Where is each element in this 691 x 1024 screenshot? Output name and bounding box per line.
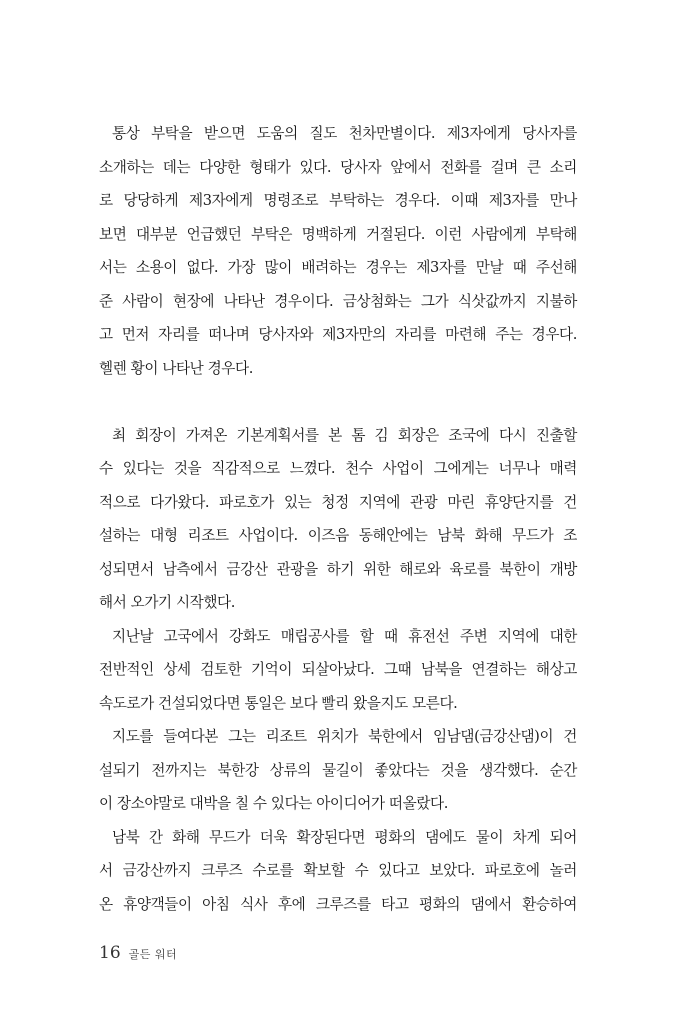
text-line: 최 회장이 가져온 기본계획서를 본 톰 김 회장은 조국에 다시 진출할 [112,426,577,444]
text-line: 속도로가 건설되었다면 통일은 보다 빨리 왔을지도 모른다. [99,694,458,712]
paragraph-3 [99,620,577,721]
text-line: 보면 대부분 언급했던 부탁은 명백하게 거절된다. 이런 사람에게 부탁해 [99,225,577,243]
text-line: 적으로 다가왔다. 파로호가 있는 청정 지역에 관광 마린 휴양단지를 건 [99,493,577,511]
text-line: 설하는 대형 리조트 사업이다. 이즈음 동해안에는 남북 화해 무드가 조 [99,527,577,544]
text-line: 통상 부탁을 받으면 도움의 질도 천차만별이다. 제3자에게 당사자를 [112,125,577,142]
text-line: 성되면서 남측에서 금강산 관광을 하기 위한 해로와 육로를 북한이 개방 [99,560,577,578]
paragraph-5 [99,821,577,922]
text-line: 서 금강산까지 크루즈 수로를 확보할 수 있다고 보았다. 파로호에 놀러 [99,862,577,879]
section-break [99,385,577,419]
text-line: 설되기 전까지는 북한강 상류의 물길이 좋았다는 것을 생각했다. 순간 [99,761,577,779]
text-line: 남북 간 화해 무드가 더욱 확장된다면 평화의 댐에도 물이 차게 되어 [112,828,577,846]
text-line: 준 사람이 현장에 나타난 경우이다. 금상첨화는 그가 식삿값까지 지불하 [99,292,577,310]
text-line: 지도를 들여다본 그는 리조트 위치가 북한에서 임남댐(금강산댐)이 건 [112,728,577,745]
text-line: 고 먼저 자리를 떠나며 당사자와 제3자만의 자리를 마련해 주는 경우다. [99,326,577,343]
text-line: 온 휴양객들이 아침 식사 후에 크루즈를 타고 평화의 댐에서 환승하여 [99,895,577,913]
text-line: 수 있다는 것을 직감적으로 느꼈다. 천수 사업이 그에게는 너무나 매력 [99,460,577,477]
paragraph-4 [99,720,577,821]
running-title: 골든 워터 [128,948,178,961]
page-footer [99,943,177,967]
page-number: 16 [99,943,121,963]
text-line: 전반적인 상세 검토한 기억이 되살아났다. 그때 남북을 연결하는 해상고 [99,661,577,678]
text-line: 해서 오가기 시작했다. [99,594,235,611]
text-line: 헬렌 황이 나타난 경우다. [99,359,253,377]
text-line: 지난날 고국에서 강화도 매립공사를 할 때 휴전선 주변 지역에 대한 [112,627,577,645]
text-line: 소개하는 데는 다양한 형태가 있다. 당사자 앞에서 전화를 걸며 큰 소리 [99,158,577,176]
text-line: 로 당당하게 제3자에게 명령조로 부탁하는 경우다. 이때 제3자를 만나 [99,192,577,209]
paragraph-2 [99,419,577,620]
text-line: 이 장소야말로 대박을 칠 수 있다는 아이디어가 떠올랐다. [99,795,448,812]
body-text [99,117,577,921]
text-line: 서는 소용이 없다. 가장 많이 배려하는 경우는 제3자를 만날 때 주선해 [99,259,577,276]
paragraph-1 [99,117,577,385]
